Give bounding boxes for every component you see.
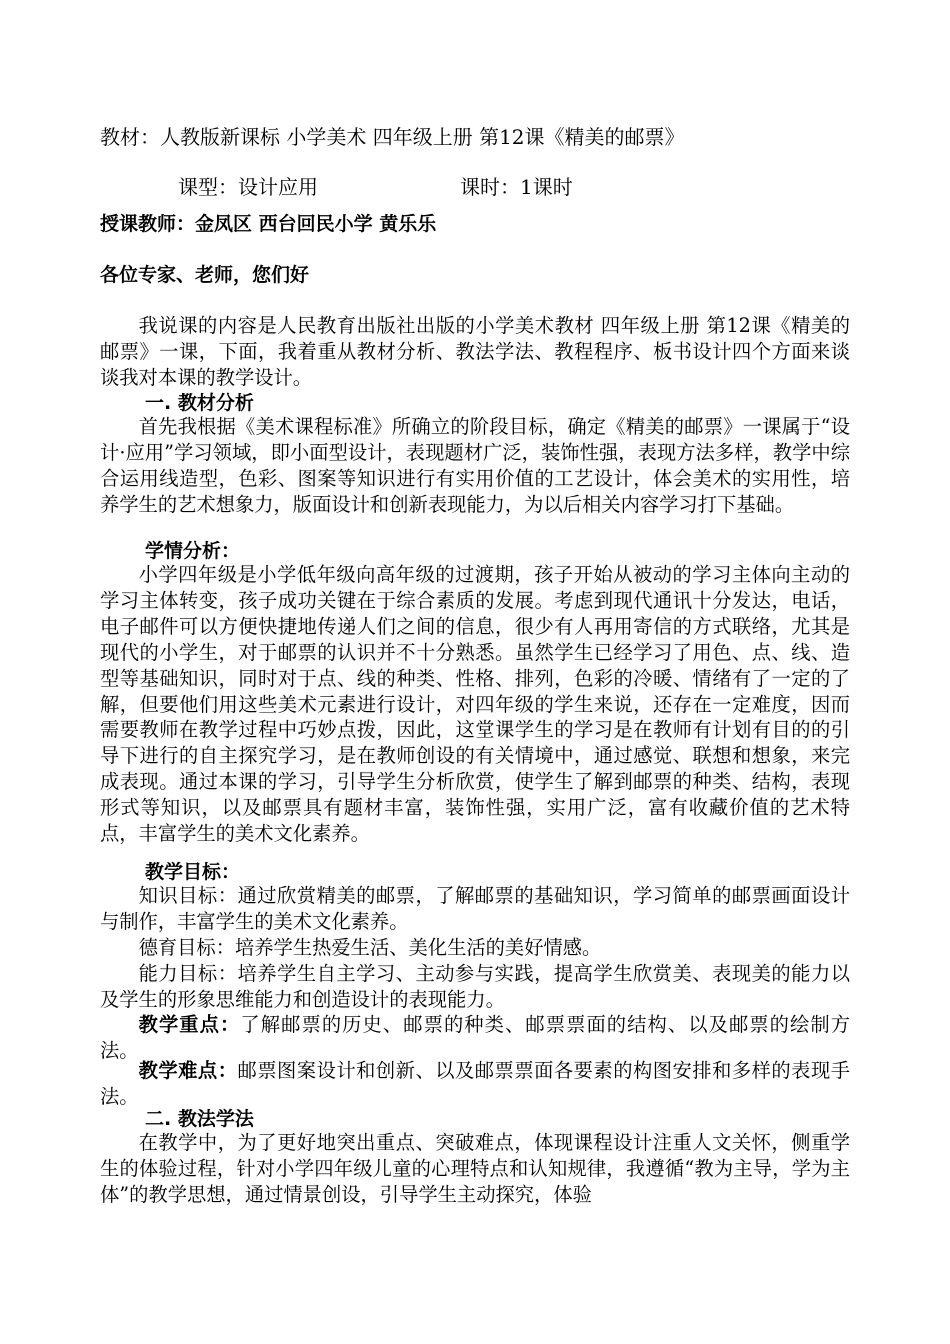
learning-title: 学情分析： [145,540,241,562]
key-points [100,1012,850,1064]
key-points-label: 教学重点： [138,1013,241,1036]
textbook-line: 教材：人教版新课标 小学美术 四年级上册 第12课《精美的邮票》 [100,125,685,149]
section1-title: 一. 教材分析 [145,392,254,414]
goals-title: 教学目标： [145,861,241,883]
lesson-hours: 课时：1课时 [460,175,573,199]
greeting: 各位专家、老师，您们好 [100,264,310,286]
difficulties-text: 邮票图案设计和创新、以及邮票票面各要素的构图安排和多样的表现手法。 [100,1059,850,1108]
knowledge-goal: 知识目标：通过欣赏精美的邮票，了解邮票的基础知识，学习简单的邮票画面设计与制作，丰富学生的美术文化素养。 [100,884,850,933]
intro-paragraph: 我说课的内容是人民教育出版社出版的小学美术教材 四年级上册 第12课《精美的邮票》一课，下面，我着重从教材分析、教法学法、教程程序、板书设计四个方面来谈谈我对本课的教学设计。 [100,314,850,389]
ability-goal: 能力目标：培养学生自主学习、主动参与实践，提高学生欣赏美、表现美的能力以及学生的形象思维能力和创造设计的表现能力。 [100,962,850,1011]
key-points-text: 了解邮票的历史、邮票的种类、邮票票面的结构、以及邮票的绘制方法。 [100,1013,851,1062]
section2-paragraph: 在教学中，为了更好地突出重点、突破难点，体现课程设计注重人文关怀，侧重学生的体验过程，针对小学四年级儿童的心理特点和认知规律，我遵循“教为主导，学为主体”的教学思想，通过情景创设，引导学生主动探究，体验 [100,1131,850,1206]
lesson-type: 课型：设计应用 [178,175,318,199]
difficulties-label: 教学难点： [138,1059,238,1082]
moral-goal: 德育目标：培养学生热爱生活、美化生活的美好情感。 [138,936,602,959]
teacher-line: 授课教师：金凤区 西台回民小学 黄乐乐 [100,213,437,235]
section2-title: 二. 教法学法 [145,1108,254,1130]
learning-paragraph: 小学四年级是小学低年级向高年级的过渡期，孩子开始从被动的学习主体向主动的学习主体转变，孩子成功关键在于综合素质的发展。考虑到现代通讯十分发达，电话，电子邮件可以方便快捷地传递人们之间的信息，很少有人再用寄信的方式联络，尤其是现代的小学生，对于邮票的认识并不十分熟悉。虽然学生已经学习了用色、点、线、造型等基础知识，同时对于点、线的种类、性格、排列，色彩的冷暖、情绪有了一定的了解，但要他们用这些美术元素进行设计，对四年级的学生来说，还存在一定难度，因而需要教师在教学过程中巧妙点拨，因此，这堂课学生的学习是在教师有计划有目的的引导下进行的自主探究学习，是在教师创设的有关情境中，通过感觉、联想和想象，来完成表现。通过本课的学习，引导学生分析欣赏，使学生了解到邮票的种类、结构，表现形式等知识，以及邮票具有题材丰富，装饰性强，实用广泛，富有收藏价值的艺术特点，丰富学生的美术文化素养。 [100,563,850,846]
difficulties [100,1058,850,1110]
section1-paragraph: 首先我根据《美术课程标准》所确立的阶段目标，确定《精美的邮票》一课属于“设计·应用”学习领域，即小面型设计，表现题材广泛，装饰性强，表现方法多样，教学中综合运用线造型，色彩、图案等知识进行有实用价值的工艺设计，体会美术的实用性，培养学生的艺术想象力，版面设计和创新表现能力，为以后相关内容学习打下基础。 [100,415,850,516]
